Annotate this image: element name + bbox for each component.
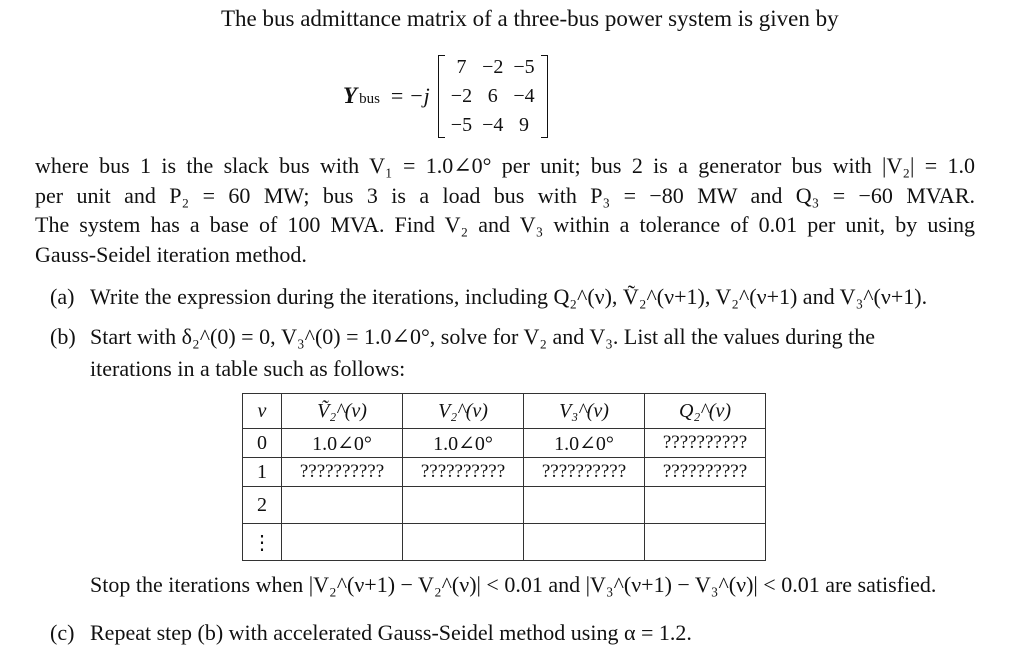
stop-prefix: Stop the iterations when: [90, 572, 304, 597]
table-row: [243, 487, 766, 524]
matrix-cell: 6: [487, 84, 498, 107]
cell-v2-tilde: 1.0∠0°: [282, 429, 403, 458]
cell-v3: ??????????: [524, 458, 645, 487]
cell-v2-tilde: [282, 487, 403, 524]
matrix-cell: −5: [513, 55, 535, 78]
cell-v2: [403, 487, 524, 524]
matrix-cell: −4: [513, 84, 535, 107]
stop-joiner: and: [548, 572, 581, 597]
cell-v2-tilde: ??????????: [282, 458, 403, 487]
cell-q2: ??????????: [645, 458, 766, 487]
minus-j-factor: −j: [408, 83, 430, 108]
part-c-text: Repeat step (b) with accelerated Gauss-Seidel method using α = 1.2.: [90, 620, 692, 645]
matrix-cell: 9: [519, 113, 529, 136]
header-v2-tilde: Ṽ₂^(ν): [282, 394, 403, 429]
part-a: [50, 284, 927, 310]
matrix-row: [446, 53, 540, 82]
ybus-matrix: [438, 53, 548, 140]
cell-v3: [524, 524, 645, 561]
part-c-label: (c): [50, 620, 75, 645]
cell-q2: [645, 524, 766, 561]
cell-v3: 1.0∠0°: [524, 429, 645, 458]
ybus-equation: [343, 46, 548, 146]
stop-suffix: are satisfied.: [825, 572, 937, 597]
description-line-4: Gauss-Seidel iteration method.: [35, 241, 307, 267]
intro-text: The bus admittance matrix of a three-bus power system is given by: [221, 6, 839, 31]
header-q2: Q₂^(ν): [645, 394, 766, 429]
matrix-row: [446, 111, 540, 140]
table-row: [243, 429, 766, 458]
description-line-2: per unit and P₂ = 60 MW; bus 3 is a load bus with P₃ = −80 MW and Q₃ = −60 MVAR.: [35, 182, 975, 208]
cell-iteration: 0: [243, 429, 282, 458]
problem-description: [35, 151, 975, 269]
description-line-1: where bus 1 is the slack bus with V₁ = 1.0∠0° per unit; bus 2 is a generator bus with |V₂| = 1.0: [35, 153, 975, 178]
cell-iteration: ⋮: [243, 524, 282, 561]
header-v2: V₂^(ν): [403, 394, 524, 429]
ybus-subscript: bus: [359, 91, 380, 107]
cell-v2: 1.0∠0°: [403, 429, 524, 458]
matrix-row: [446, 82, 540, 111]
condition-v2: |V₂^(ν+1) − V₂^(ν)| < 0.01: [308, 572, 543, 597]
ybus-lhs: [343, 83, 430, 109]
cell-v2-tilde: [282, 524, 403, 561]
cell-iteration: 1: [243, 458, 282, 487]
header-v3: V₃^(ν): [524, 394, 645, 429]
table-row: [243, 524, 766, 561]
cell-iteration: 2: [243, 487, 282, 524]
part-c: [50, 620, 692, 646]
cell-q2: [645, 487, 766, 524]
part-b-text-line-1: Start with δ₂^(0) = 0, V₃^(0) = 1.0∠0°, solve for V₂ and V₃. List all the values during the: [90, 324, 876, 349]
cell-v2: ??????????: [403, 458, 524, 487]
header-nu: ν: [243, 394, 282, 429]
part-b-continuation: iterations in a table such as follows:: [90, 356, 406, 381]
table-header-row: [243, 394, 766, 429]
part-a-text: Write the expression during the iterations, including Q₂^(ν), Ṽ₂^(ν+1), V₂^(ν+1) and V₃^(ν+1).: [90, 284, 928, 309]
part-b-label: (b): [50, 324, 76, 349]
equals-sign: =: [390, 83, 404, 108]
matrix-cell: −2: [482, 55, 504, 78]
cell-v3: [524, 487, 645, 524]
cell-q2: ??????????: [645, 429, 766, 458]
description-line-3: The system has a base of 100 MVA. Find V₂ and V₃ within a tolerance of 0.01 per unit, by using: [35, 212, 975, 237]
matrix-cell: 7: [456, 55, 467, 78]
matrix-cell: −2: [450, 84, 473, 107]
ybus-symbol: Y: [343, 83, 358, 108]
condition-v3: |V₃^(ν+1) − V₃^(ν)| < 0.01: [585, 572, 820, 597]
table-row: [243, 458, 766, 487]
matrix-cell: −4: [482, 113, 504, 136]
part-b: [50, 324, 970, 350]
stop-condition: [90, 572, 936, 598]
cell-v2: [403, 524, 524, 561]
part-a-label: (a): [50, 284, 75, 309]
matrix-cell: −5: [450, 113, 473, 136]
iteration-table: [242, 393, 766, 561]
